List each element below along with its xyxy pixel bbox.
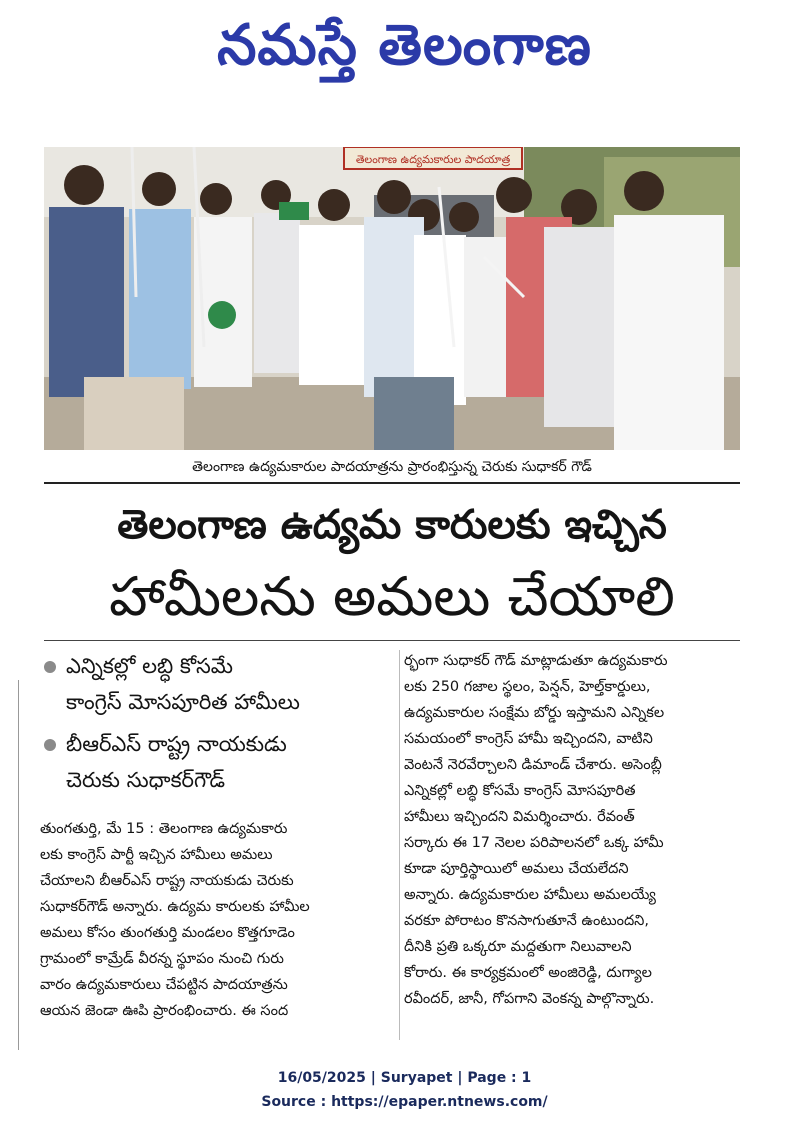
article-line: సమయంలో కాంగ్రెస్ హామీ ఇచ్చిందని, వాటిని — [404, 731, 653, 747]
article-line: కోరారు. ఈ కార్యక్రమంలో అంజిరెడ్డి, దుగ్యాల — [404, 965, 652, 981]
article-line: రవీందర్, జానీ, గోపగాని వెంకన్న పాల్గొన్నారు. — [404, 991, 655, 1007]
article-line: వెంటనే నెరవేర్చాలని డిమాండ్ చేశారు. అసెంబ్లీ — [404, 757, 662, 773]
group-photo-illustration — [44, 147, 740, 450]
footer-source-link[interactable]: Source : https://epaper.ntnews.com/ — [261, 1094, 548, 1110]
article-line: సుధాకర్‌గౌడ్ అన్నారు. ఉద్యమ కారులకు హామీల — [40, 899, 310, 915]
article-column-left — [40, 816, 395, 1024]
highlight-line: చెరుకు సుధాకర్‌గౌడ్ — [66, 768, 226, 792]
article-column-right — [404, 648, 740, 1012]
article-line: గ్రామంలో కామ్రేడ్ వీరన్న స్థూపం నుంచి గురు — [40, 951, 284, 967]
highlight-item — [40, 648, 395, 720]
news-photo — [44, 147, 740, 450]
highlights — [40, 648, 395, 804]
article-line: తుంగతుర్తి, మే 15 : తెలంగాణ ఉద్యమకారు — [40, 821, 288, 837]
headline-line1: తెలంగాణ ఉద్యమ కారులకు ఇచ్చిన — [117, 502, 667, 548]
article-line: హామీలు ఇచ్చిందని విమర్శించారు. రేవంత్ — [404, 809, 635, 825]
headline-line2: హామీలను అమలు చేయాలి — [109, 565, 675, 628]
article-line: వారం ఉద్యమకారులు చేపట్టిన పాదయాత్రను — [40, 977, 288, 993]
caption-divider — [44, 482, 740, 484]
article-line: అమలు కోసం తుంగతుర్తి మండలం కొత్తగూడెం — [40, 925, 295, 941]
article-line: ఆయన జెండా ఊపి ప్రారంభించారు. ఈ సంద — [40, 1003, 289, 1019]
article-line: ఎన్నికల్లో లబ్ధి కోసమే కాంగ్రెస్ మోసపూరిత — [404, 783, 636, 799]
article-line: ఉద్యమకారుల సంక్షేమ బోర్డు ఇస్తామని ఎన్నికల — [404, 705, 665, 721]
article-line: దీనికి ప్రతి ఒక్కరూ మద్దతుగా నిలువాలని — [404, 939, 632, 955]
article-line: లకు కాంగ్రెస్ పార్టీ ఇచ్చిన హామీలు అమలు — [40, 847, 273, 863]
left-margin-rule — [18, 680, 19, 1050]
article-line: చేయాలని బీఆర్ఎస్ రాష్ట్ర నాయకుడు చెరుకు — [40, 873, 294, 889]
article-line: లకు 250 గజాల స్థలం, పెన్షన్, హెల్త్‌కార్డులు, — [404, 679, 651, 695]
footer-date-line: 16/05/2025 | Suryapet | Page : 1 — [277, 1070, 532, 1086]
article-line: వరకూ పోరాటం కొనసాగుతూనే ఉంటుందని, — [404, 913, 649, 929]
masthead-title: నమస్తే తెలంగాణ — [217, 13, 592, 78]
article-line: అన్నారు. ఉద్యమకారుల హామీలు అమలయ్యే — [404, 887, 656, 903]
highlight-line: బీఆర్ఎస్ రాష్ట్ర నాయకుడు — [66, 732, 287, 756]
highlight-line: ఎన్నికల్లో లబ్ధి కోసమే — [66, 654, 234, 678]
article-line: సర్కారు ఈ 17 నెలల పరిపాలనలో ఒక్క హామీ — [404, 835, 664, 851]
highlight-item — [40, 726, 395, 798]
article-line: ర్భంగా సుధాకర్ గౌడ్ మాట్లాడుతూ ఉద్యమకారు — [404, 653, 668, 669]
bullet-icon — [44, 661, 56, 673]
article-line: కూడా పూర్తిస్థాయిలో అమలు చేయలేదని — [404, 861, 629, 877]
headline-divider — [44, 640, 740, 641]
highlight-line: కాంగ్రెస్ మోసపూరిత హామీలు — [66, 690, 300, 714]
photo-caption: తెలంగాణ ఉద్యమకారుల పాదయాత్రను ప్రారంభిస్తున్న చెరుకు సుధాకర్ గౌడ్ — [192, 459, 592, 475]
bullet-icon — [44, 739, 56, 751]
column-divider — [399, 650, 400, 1040]
banner-text: తెలంగాణ ఉద్యమకారుల పాదయాత్ర — [355, 153, 511, 166]
